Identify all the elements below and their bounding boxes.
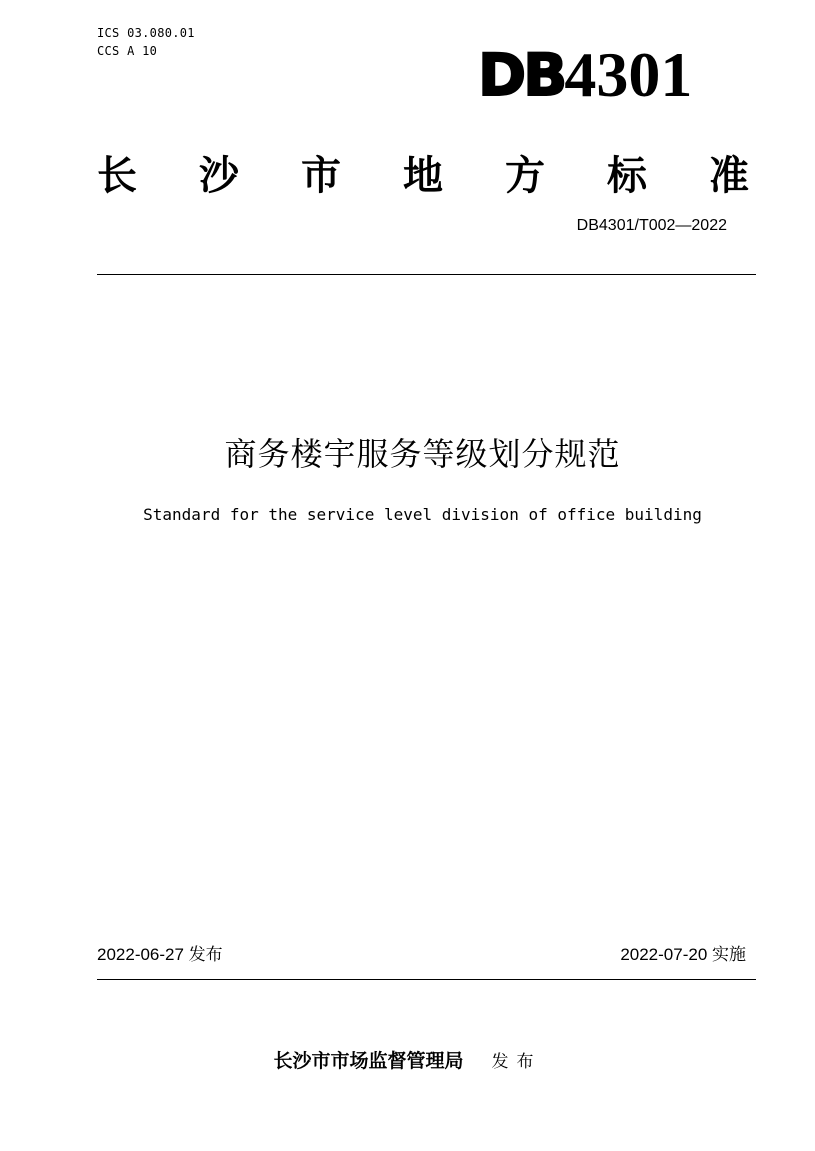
heading-char: 准 [709, 152, 749, 199]
heading-char: 标 [607, 152, 647, 199]
heading-char: 市 [301, 152, 341, 199]
heading-char: 沙 [199, 152, 239, 199]
implementation-date: 2022-07-20 实施 [620, 945, 746, 964]
standard-type-heading [97, 140, 749, 204]
ics-code: ICS 03.080.01 [97, 26, 195, 40]
publisher-organization: 长沙市市场监督管理局 [273, 1050, 464, 1072]
heading-char: 长 [97, 152, 137, 199]
logo-number: 4301 [564, 39, 693, 110]
standard-logo [478, 40, 692, 110]
logo-mark: DB [478, 41, 565, 109]
heading-char: 地 [403, 152, 443, 199]
heading-char: 方 [505, 152, 545, 199]
standard-number: DB4301/T002—2022 [576, 217, 727, 234]
issue-date: 2022-06-27 发布 [97, 945, 223, 964]
ccs-code: CCS A 10 [97, 44, 158, 58]
top-divider [97, 274, 756, 275]
publisher-action: 发布 [491, 1052, 542, 1072]
classification-codes [97, 24, 195, 60]
document-title-chinese: 商务楼宇服务等级划分规范 [224, 435, 621, 473]
publisher-line [0, 1048, 815, 1075]
document-title-english: Standard for the service level division of office building [143, 505, 702, 524]
bottom-divider [97, 979, 756, 980]
